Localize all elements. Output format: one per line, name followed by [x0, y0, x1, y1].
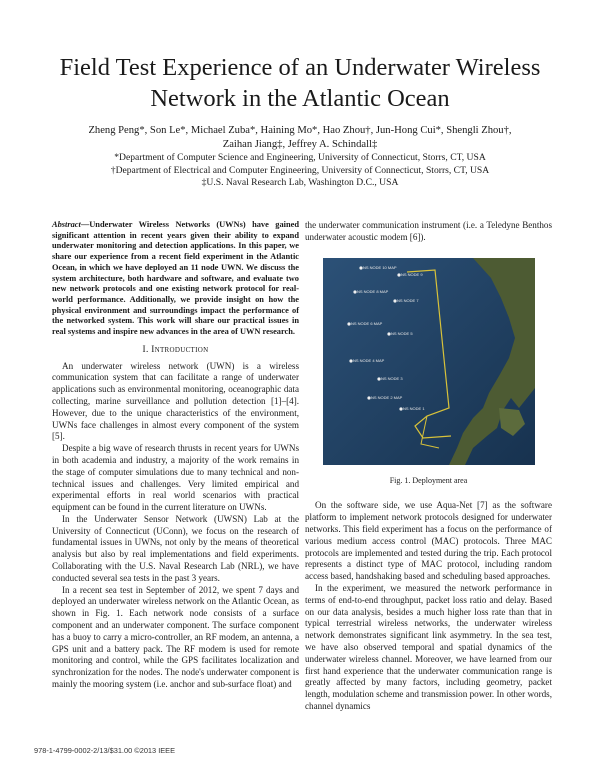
copyright-footer: 978-1-4799-0002-2/13/$31.00 ©2013 IEEE — [34, 746, 176, 755]
paragraph: Despite a big wave of research thrusts in recent years for UWNs in both academia and industry, a majority of the work remains in the stage of computer simulations due to many technical and non-technical issues and challenges. Very limited empirical and experimental efforts in real world scenarios with practical equipment can be found in the current literature on UWNs. — [52, 443, 299, 513]
svg-text:NS NODE 9: NS NODE 9 — [400, 271, 423, 277]
svg-text:NS NODE 5: NS NODE 5 — [390, 330, 413, 336]
svg-text:NS NODE 8 MAP: NS NODE 8 MAP — [356, 288, 388, 294]
paragraph: On the software side, we use Aqua-Net [7] as the software platform to implement network protocols designed for underwater networks. This field experiment has a focus on the performance of various medium access control (MAC) protocols. Three MAC protocols are implemented and tested during the trip. Each protocol represents a distinct type of MAC protocol, including random access based, handshaking based and scheduling based approaches. — [305, 500, 552, 582]
deployment-map-figure — [323, 258, 535, 465]
paragraph: In a recent sea test in September of 2012, we spent 7 days and deployed an underwater wireless network on the Atlantic Ocean, as shown in Fig. 1. Each network node consists of a surface component and an underwater component. The surface component has a buoy to carry a micro-controller, an RF modem, an antenna, a GPS unit and a battery pack. The RF modem is used for remote monitoring and control, while the GPS facilitates localization and synchronization for the nodes. The node's underwater component is mainly the mooring system (i.e. anchor and sub-surface float) and — [52, 584, 299, 690]
svg-text:NS NODE 1: NS NODE 1 — [402, 405, 425, 411]
svg-text:NS NODE 6 MAP: NS NODE 6 MAP — [350, 320, 382, 326]
affiliation-2: †Department of Electrical and Computer Engineering, University of Connecticut, Storrs, CT, USA — [110, 164, 490, 176]
deployment-map-image — [323, 258, 535, 465]
paragraph: In the Underwater Sensor Network (UWSN) Lab at the University of Connecticut (UConn), we focus on the research of fundamental issues in UWNs, not only by the means of theoretical analysis but also by real implementations and field experiments. Collaborating with the U.S. Naval Research Lab (NRL), we have conducted several sea tests in the past 3 years. — [52, 513, 299, 583]
section-number: I. — [142, 344, 149, 355]
abstract — [52, 220, 299, 338]
paragraph: An underwater wireless network (UWN) is a wireless communication system that can facilitate a range of underwater applications such as environmental monitoring, oceanographic data collecting, marine surveillance and pollution detection [1]–[4]. However, due to the unique characteristics of the environment, UWNs face challenges in almost every component of the system [5]. — [52, 360, 299, 442]
abstract-lead: Abstract — [52, 220, 81, 229]
authors-line-2: Zaihan Jiang‡, Jeffrey A. Schindall‡ — [222, 138, 378, 150]
svg-text:NS NODE 4 MAP: NS NODE 4 MAP — [352, 357, 384, 363]
abstract-text: —Underwater Wireless Networks (UWNs) have gained significant attention in recent years given their ability to expand underwater monitoring and detection applications. In this paper, we share our experience from a recent field experiment in the Atlantic Ocean, in which we have deployed an 11 node UWN. We discuss the system architecture, both hardware and software, and evaluate two new network protocols and one existing network protocol for real-world performance. Additionally, we provide insight on how the physical environment and surroundings impact the performance of the networked system. This work will share our practical issues in real systems and inspire new advances in the area of UWN research. — [52, 220, 299, 337]
svg-text:NS NODE 10 MAP: NS NODE 10 MAP — [362, 264, 397, 270]
left-column — [52, 220, 299, 691]
affiliations — [40, 152, 560, 190]
title-line-2: Network in the Atlantic Ocean — [150, 85, 450, 112]
paragraph: the underwater communication instrument (i.e. a Teledyne Benthos underwater acoustic modem [6]). — [305, 220, 552, 242]
authors-line-1: Zheng Peng*, Son Le*, Michael Zuba*, Haining Mo*, Hao Zhou†, Jun-Hong Cui*, Shengli Zhou†, — [88, 125, 512, 136]
svg-text:NS NODE 2 MAP: NS NODE 2 MAP — [370, 394, 402, 400]
right-column — [305, 220, 552, 713]
affiliation-1: *Department of Computer Science and Engineering, University of Connecticut, Storrs, CT, USA — [114, 152, 486, 163]
section-title: Introduction — [151, 344, 209, 355]
svg-text:NS NODE 7: NS NODE 7 — [396, 297, 419, 303]
section-heading — [52, 345, 299, 357]
paper-title — [40, 52, 560, 114]
svg-text:NS NODE 3: NS NODE 3 — [380, 375, 403, 381]
figure-caption: Fig. 1. Deployment area — [389, 475, 468, 485]
title-line-1: Field Test Experience of an Underwater Wireless — [59, 54, 541, 81]
paragraph: In the experiment, we measured the network performance in terms of end-to-end throughput, packet loss ratio and delay. Based on our data analysis, besides a much higher loss rate than that in typical terrestrial wireless networks, the underwater wireless network demonstrates significant link asymmetry. In the sea test, we have also observed temporal and spatial dynamics of the underwater wireless channel. Moreover, we have learned from our first hand experience that the underwater communication range is greatly affected by many factors, including geometry, packet length, modulation scheme and transmission power. In other words, channel dynamics — [305, 582, 552, 711]
affiliation-3: ‡U.S. Naval Research Lab, Washington D.C., USA — [201, 177, 399, 189]
author-list — [40, 124, 560, 151]
